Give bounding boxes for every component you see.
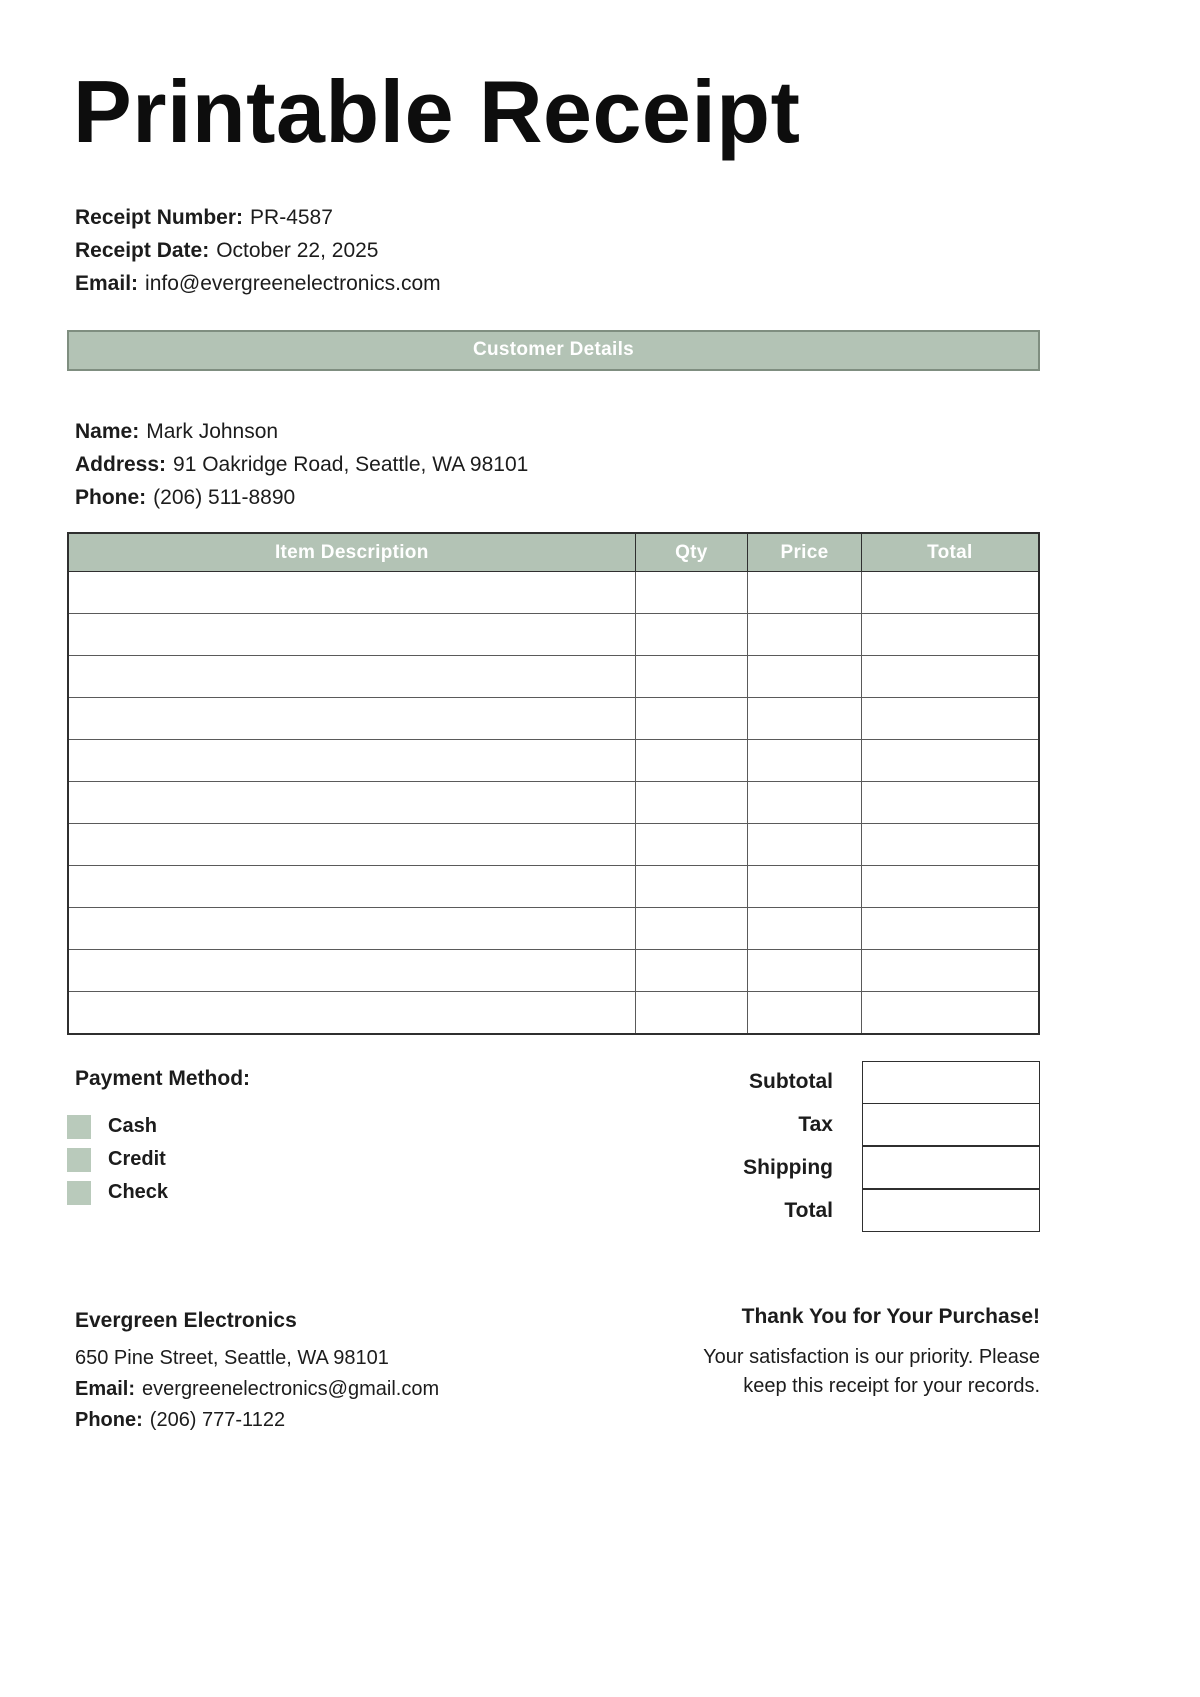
- company-phone-line: [75, 1405, 439, 1436]
- receipt-info: [75, 201, 1040, 300]
- tax-value-box: [862, 1103, 1040, 1146]
- total-value-box: [862, 1189, 1040, 1232]
- item-cell: [748, 992, 862, 1034]
- item-cell: [861, 740, 1039, 782]
- item-cell: [748, 866, 862, 908]
- total-label: Total: [784, 1199, 833, 1223]
- item-cell: [861, 992, 1039, 1034]
- item-cell: [68, 824, 635, 866]
- item-row: [68, 950, 1039, 992]
- item-cell: [635, 614, 748, 656]
- item-row: [68, 572, 1039, 614]
- thank-you-message: Your satisfaction is our priority. Please keep this receipt for your records.: [703, 1345, 1040, 1397]
- receipt-number-value: PR-4587: [250, 205, 333, 229]
- item-row: [68, 740, 1039, 782]
- check-label: Check: [108, 1181, 169, 1204]
- item-row: [68, 824, 1039, 866]
- company-info: [75, 1305, 439, 1436]
- customer-info: [75, 415, 1040, 514]
- customer-name-label: Name:: [75, 419, 140, 443]
- company-phone-value: (206) 777-1122: [149, 1408, 286, 1431]
- company-email-label: Email:: [75, 1377, 136, 1400]
- receipt-email-label: Email:: [75, 271, 139, 295]
- item-cell: [635, 740, 748, 782]
- customer-phone-value: (206) 511-8890: [153, 485, 296, 509]
- receipt-date-value: October 22, 2025: [216, 238, 379, 262]
- receipt-page: [67, 0, 1040, 1436]
- shipping-value-box: [862, 1146, 1040, 1189]
- item-cell: [748, 908, 862, 950]
- company-address: 650 Pine Street, Seattle, WA 98101: [75, 1346, 389, 1369]
- item-cell: [748, 572, 862, 614]
- payment-option-credit: [67, 1148, 610, 1172]
- item-cell: [68, 698, 635, 740]
- item-cell: [861, 656, 1039, 698]
- thank-you-title: Thank You for Your Purchase!: [741, 1304, 1040, 1328]
- item-cell: [68, 866, 635, 908]
- receipt-number-label: Receipt Number:: [75, 205, 244, 229]
- item-cell: [68, 740, 635, 782]
- totals-section: [610, 1061, 1040, 1233]
- item-cell: [748, 950, 862, 992]
- customer-name-value: Mark Johnson: [146, 419, 279, 443]
- item-cell: [68, 782, 635, 824]
- payment-option-check: [67, 1181, 610, 1205]
- item-cell: [748, 782, 862, 824]
- item-cell: [748, 614, 862, 656]
- header-qty: Qty: [635, 533, 748, 572]
- company-name: Evergreen Electronics: [75, 1308, 297, 1332]
- item-row: [68, 866, 1039, 908]
- payment-method-title: Payment Method:: [75, 1066, 251, 1090]
- item-cell: [635, 824, 748, 866]
- receipt-date-line: [75, 234, 1040, 267]
- item-cell: [861, 698, 1039, 740]
- credit-label: Credit: [108, 1148, 166, 1171]
- customer-phone-line: [75, 481, 1040, 514]
- item-cell: [635, 782, 748, 824]
- item-cell: [861, 908, 1039, 950]
- page-title: Printable Receipt: [73, 62, 801, 161]
- item-cell: [635, 950, 748, 992]
- item-cell: [635, 656, 748, 698]
- thank-you-section: [695, 1305, 1040, 1436]
- item-cell: [68, 614, 635, 656]
- shipping-label: Shipping: [743, 1156, 833, 1180]
- customer-details-title: Customer Details: [472, 339, 635, 361]
- item-cell: [861, 866, 1039, 908]
- subtotal-label: Subtotal: [749, 1070, 833, 1094]
- tax-row: [610, 1104, 1040, 1147]
- footer: [67, 1305, 1040, 1436]
- items-table: [67, 532, 1040, 1035]
- customer-address-label: Address:: [75, 452, 167, 476]
- cash-checkbox[interactable]: [67, 1115, 91, 1139]
- item-cell: [68, 572, 635, 614]
- receipt-date-label: Receipt Date:: [75, 238, 210, 262]
- item-cell: [861, 782, 1039, 824]
- subtotal-row: [610, 1061, 1040, 1104]
- item-cell: [748, 740, 862, 782]
- item-row: [68, 992, 1039, 1034]
- item-cell: [861, 614, 1039, 656]
- item-row: [68, 908, 1039, 950]
- item-cell: [861, 824, 1039, 866]
- item-cell: [635, 992, 748, 1034]
- header-total: Total: [861, 533, 1039, 572]
- item-cell: [861, 950, 1039, 992]
- credit-checkbox[interactable]: [67, 1148, 91, 1172]
- company-email-value: evergreenelectronics@gmail.com: [142, 1377, 440, 1400]
- items-table-header-row: [68, 533, 1039, 572]
- item-row: [68, 698, 1039, 740]
- item-cell: [635, 698, 748, 740]
- customer-phone-label: Phone:: [75, 485, 147, 509]
- item-cell: [748, 656, 862, 698]
- shipping-row: [610, 1147, 1040, 1190]
- item-row: [68, 614, 1039, 656]
- customer-address-value: 91 Oakridge Road, Seattle, WA 98101: [173, 452, 529, 476]
- item-cell: [861, 572, 1039, 614]
- header-price: Price: [748, 533, 862, 572]
- item-cell: [68, 908, 635, 950]
- header-item-description: Item Description: [68, 533, 635, 572]
- total-row: [610, 1190, 1040, 1233]
- item-cell: [635, 572, 748, 614]
- cash-label: Cash: [108, 1115, 157, 1138]
- customer-details-header: [67, 330, 1040, 371]
- item-cell: [68, 950, 635, 992]
- item-cell: [68, 992, 635, 1034]
- receipt-email-line: [75, 267, 1040, 300]
- payment-and-totals: [67, 1061, 1040, 1233]
- item-cell: [748, 698, 862, 740]
- company-phone-label: Phone:: [75, 1408, 143, 1431]
- subtotal-value-box: [862, 1061, 1040, 1104]
- payment-option-cash: [67, 1115, 610, 1139]
- item-cell: [68, 656, 635, 698]
- payment-method-section: [67, 1061, 610, 1214]
- tax-label: Tax: [798, 1113, 833, 1137]
- item-cell: [635, 908, 748, 950]
- customer-name-line: [75, 415, 1040, 448]
- item-row: [68, 656, 1039, 698]
- receipt-number-line: [75, 201, 1040, 234]
- item-cell: [748, 824, 862, 866]
- check-checkbox[interactable]: [67, 1181, 91, 1205]
- customer-address-line: [75, 448, 1040, 481]
- items-table-body: [68, 572, 1039, 1034]
- item-cell: [635, 866, 748, 908]
- company-email-line: [75, 1374, 439, 1405]
- item-row: [68, 782, 1039, 824]
- receipt-email-value: info@evergreenelectronics.com: [145, 271, 441, 295]
